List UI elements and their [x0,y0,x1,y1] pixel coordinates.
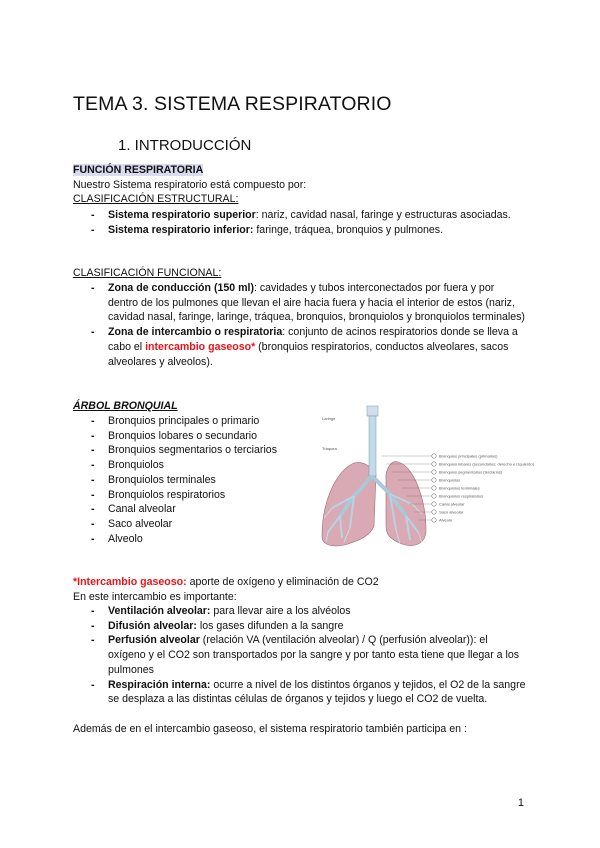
intercambio-intro: En este intercambio es importante: [73,590,237,603]
funcional-list [91,281,527,369]
list-item: - Difusión alveolar: los gases difunden a la sangre [91,619,527,634]
arbol-list [91,414,311,546]
figure-label-left: Tráquea [322,446,337,451]
intercambio-block [73,575,379,604]
list-item: - Bronquios lobares o secundario [91,429,311,444]
list-item: - Bronquios segmentarios o terciarios [91,443,311,458]
list-item: - Saco alveolar [91,517,311,532]
list-item: - Bronquiolos [91,458,311,473]
list-item: - Bronquiolos terminales [91,473,311,488]
list-item: - Sistema respiratorio inferior: faringe, tráquea, bronquios y pulmones. [91,223,511,238]
intercambio-list [91,604,527,707]
intercambio-def: aporte de oxígeno y eliminación de CO2 [186,576,379,588]
list-item: - Bronquios principales o primario [91,414,311,429]
funcional-heading: CLASIFICACIÓN FUNCIONAL: [73,267,222,279]
list-item: - Zona de intercambio o respiratoria: conjunto de acinos respiratorios donde se lleva a cabo el intercambio gaseoso* (bronquios respiratorios, conductos alveolares, sacos alveolares y alveolos). [91,325,527,369]
figure-label-right: Bronquios lobares (secundarios; derecho e izquierdo) [439,461,534,467]
intercambio-term: *Intercambio gaseoso: [73,576,187,588]
figure-label-right: Bronquiolos [439,477,461,483]
arbol-heading: ÁRBOL BRONQUIAL [73,400,178,412]
list-item: - Canal alveolar [91,502,311,517]
bronchial-tree-figure [314,404,558,552]
estructural-heading: CLASIFICACIÓN ESTRUCTURAL: [73,193,239,206]
list-item: - Bronquiolos respiratorios [91,488,311,503]
list-item: - Sistema respiratorio superior: nariz, cavidad nasal, faringe y estructuras asociadas. [91,208,511,223]
figure-label-left: Laringe [322,416,336,421]
figure-label-right: Bronquios principales (primarios) [439,453,498,459]
page-number: 1 [517,797,524,809]
funcion-heading: FUNCIÓN RESPIRATORIA [73,164,204,176]
estructural-list [91,208,511,237]
funcion-intro: Nuestro Sistema respiratorio está compuesto por: [73,178,307,191]
list-item: - Perfusión alveolar (relación VA (ventilación alveolar) / Q (perfusión alveolar)): el oxígeno y el CO2 son transportados por la sangre y por tanto esta tiene que llegar a los pulmones [91,633,527,677]
figure-label-right: Bronquiolos terminales [439,485,480,491]
page-title: TEMA 3. SISTEMA RESPIRATORIO [73,93,392,115]
funcion-block [73,163,306,207]
figure-label-right: Canal alveolar [439,501,465,507]
closing-text: Además de en el intercambio gaseoso, el sistema respiratorio también participa en : [73,723,467,735]
section-heading: 1. INTRODUCCIÓN [118,137,252,154]
list-item: - Alveolo [91,532,311,547]
figure-label-right: Alveolo [439,517,453,523]
figure-label-right: Saco alveolar [439,509,464,515]
figure-label-right: Bronquiolos respiratorios [439,493,484,499]
list-item: - Respiración interna: ocurre a nivel de los distintos órganos y tejidos, el O2 de la sangre se desplaza a las distintas células de órganos y tejidos y luego el CO2 de vuelta. [91,678,527,707]
list-item: - Zona de conducción (150 ml): cavidades y tubos interconectados por fuera y por dentro de los pulmones que llevan el aire hacia fuera y hacia el interior de estos (nariz, cavidad nasal, faringe, laringe, tráquea, bronquios, bronquiolos y bronquiolos terminales) [91,281,527,325]
list-item: - Ventilación alveolar: para llevar aire a los alvéolos [91,604,527,619]
figure-label-right: Bronquios segmentarios (terciarios) [439,469,503,475]
